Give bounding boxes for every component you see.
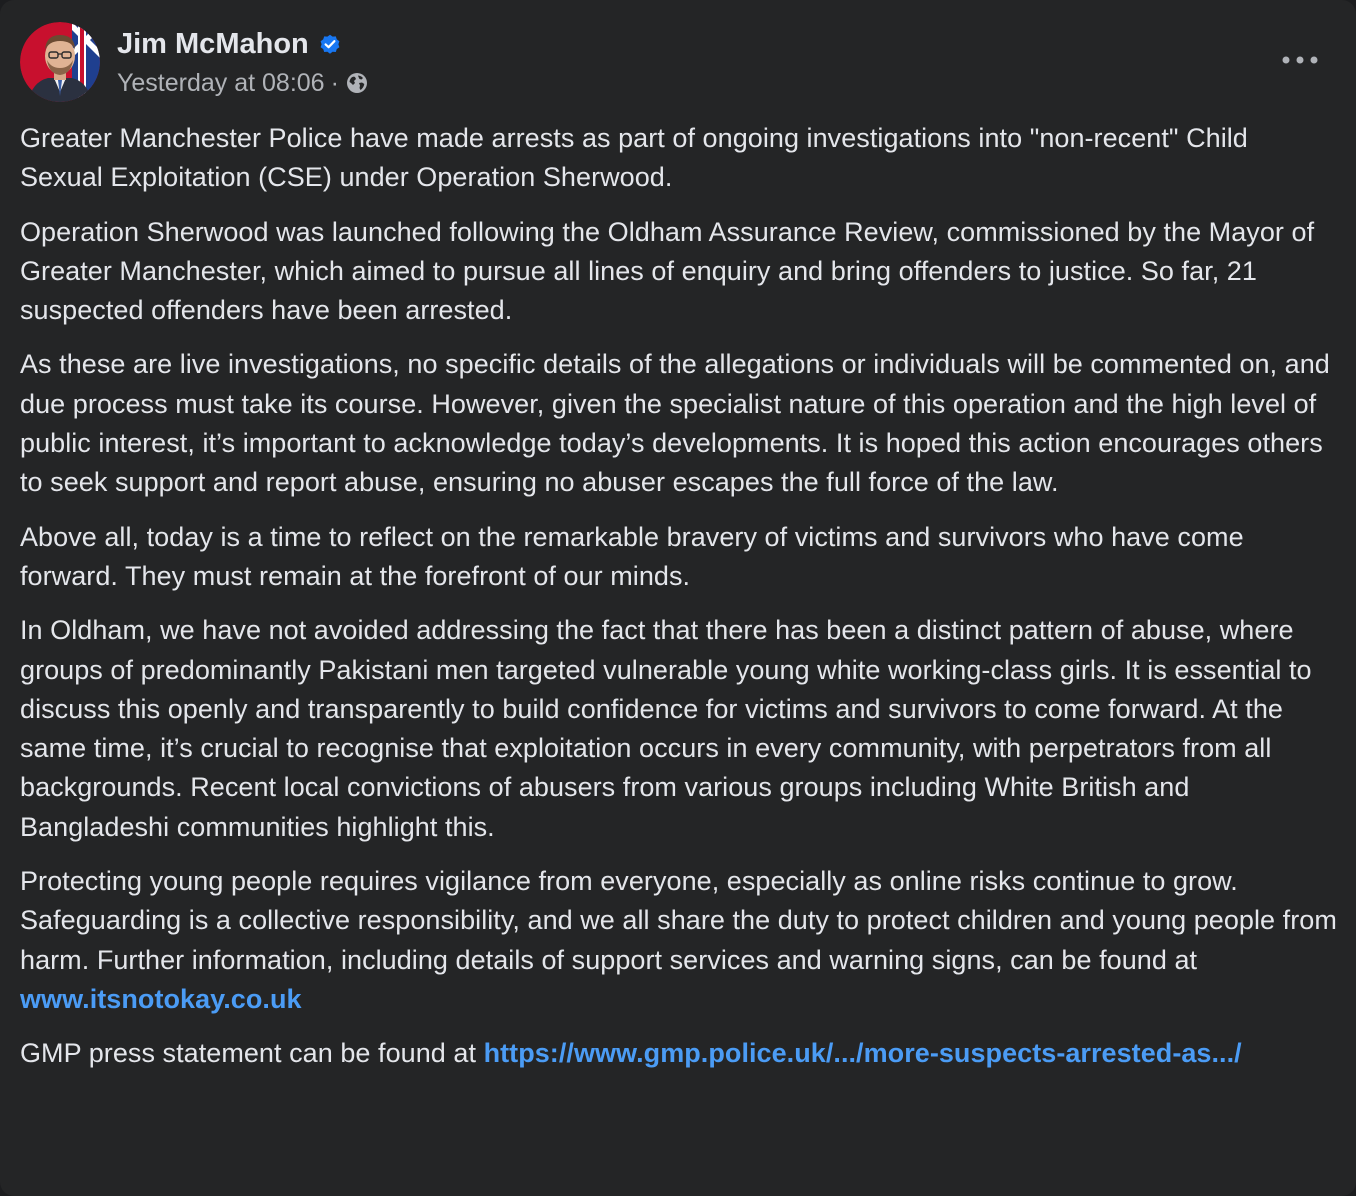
- post-body: [20, 119, 1338, 1089]
- post-header: [20, 22, 1336, 104]
- post-timestamp[interactable]: Yesterday at 08:06: [117, 68, 325, 97]
- post-paragraph: Above all, today is a time to reflect on the remarkable bravery of victims and survivors who have come forward. They must remain at the forefront of our minds.: [20, 521, 1244, 591]
- post-paragraph-with-link: [20, 862, 1338, 1019]
- paragraph-text: Protecting young people requires vigilance from everyone, especially as online risks continue to grow. Safeguarding is a collective responsibility, and we all share the duty to protect children and young people from harm. Further information, including details of support services and warning signs, can be found at: [20, 866, 1337, 975]
- avatar[interactable]: [20, 22, 100, 102]
- globe-icon[interactable]: [345, 71, 369, 95]
- author-row: [117, 24, 369, 64]
- more-options-icon[interactable]: [1278, 46, 1322, 74]
- post-paragraph: Greater Manchester Police have made arrests as part of ongoing investigations into "non-recent" Child Sexual Exploitation (CSE) under Operation Sherwood.: [20, 123, 1248, 193]
- post-meta-row: [117, 65, 369, 101]
- post-paragraph: Operation Sherwood was launched following the Oldham Assurance Review, commissioned by the Mayor of Greater Manchester, which aimed to pursue all lines of enquiry and bring offenders to justice. So far, 21 suspected offenders have been arrested.: [20, 216, 1315, 326]
- author-block: [117, 24, 369, 101]
- paragraph-text: GMP press statement can be found at: [20, 1038, 477, 1069]
- avatar-photo-icon: [20, 22, 100, 102]
- author-name[interactable]: Jim McMahon: [117, 27, 309, 60]
- post-paragraph: As these are live investigations, no specific details of the allegations or individuals will be commented on, and due process must take its course. However, given the specialist nature of this operation and the high level of public interest, it’s important to acknowledge today’s developments. It is hoped this action encourages others to seek support and report abuse, ensuring no abuser escapes the full force of the law.: [20, 349, 1330, 498]
- post-paragraph: In Oldham, we have not avoided addressing the fact that there has been a distinct pattern of abuse, where groups of predominantly Pakistani men targeted vulnerable young white working-class girls. It is essential to discuss this openly and transparently to build confidence for victims and survivors to come forward. At the same time, it’s crucial to recognise that exploitation occurs in every community, with perpetrators from all backgrounds. Recent local convictions of abusers from various groups including White British and Bangladeshi communities highlight this.: [20, 615, 1312, 842]
- post-paragraph-with-link: [20, 1034, 1338, 1073]
- verified-badge-icon: [318, 32, 342, 56]
- gmp-press-statement-link[interactable]: https://www.gmp.police.uk/.../more-suspects-arrested-as.../: [483, 1038, 1242, 1069]
- meta-separator: ·: [330, 68, 339, 97]
- itsnotokay-link[interactable]: www.itsnotokay.co.uk: [20, 983, 302, 1014]
